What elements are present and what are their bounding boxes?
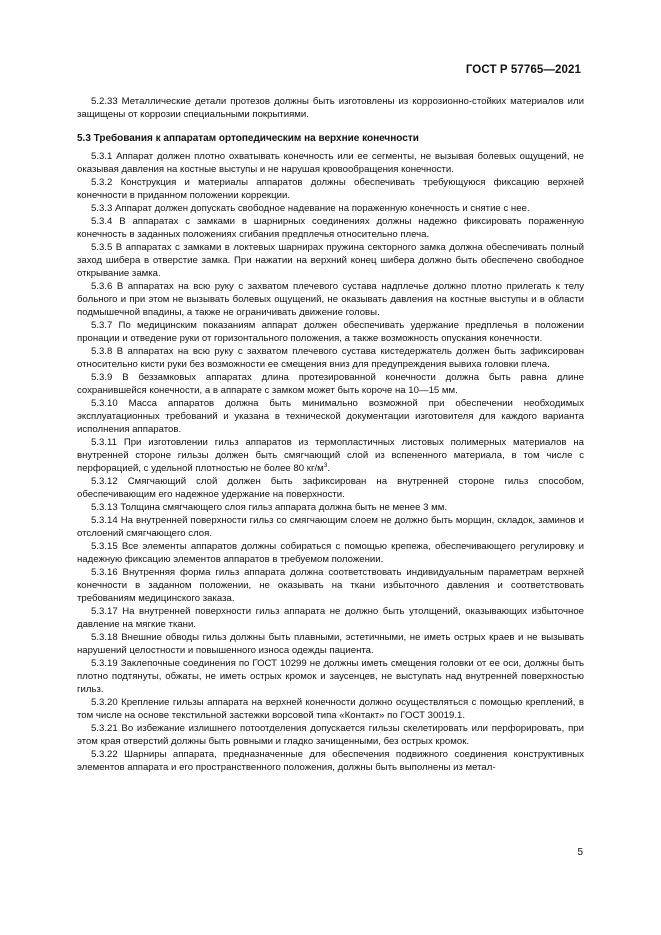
paragraph-5-3-10: 5.3.10 Масса аппаратов должна быть минимально возможной при обеспечении необходимых эксплуатационных требований и указана в технической документации изготовителя для каждого варианта исполнения аппаратов.: [77, 398, 584, 435]
paragraph-5-3-6: 5.3.6 В аппаратах на всю руку с захватом плечевого сустава надплечье должно плотно прилегать к телу больного и при этом не вызывать болевых ощущений, не оказывать давления на костные выступы и в области подмышечной впадины, а также не ограничивать движение головы.: [77, 281, 584, 318]
paragraph-5-3-18: 5.3.18 Внешние обводы гильз должны быть плавными, эстетичными, не иметь острых краев и не вызывать нарушений целостности и повышенного износа одежды пациента.: [77, 632, 584, 656]
paragraph-5-3-4: 5.3.4 В аппаратах с замками в шарнирных соединениях должны надежно фиксировать пораженную конечность в заданных положениях сгибания предплечья относительно плеча.: [77, 216, 584, 240]
paragraph-5-3-20: 5.3.20 Крепление гильзы аппарата на верхней конечности должно осуществляться с помощью креплений, в том числе на основе текстильной застежки ворсовой типа «Контакт» по ГОСТ 30019.1.: [77, 697, 584, 721]
paragraph-5-3-7: 5.3.7 По медицинским показаниям аппарат должен обеспечивать удержание предплечья в положении пронации и отведение руки от горизонтального положения, а также возможность опускания конечности.: [77, 320, 584, 344]
section-heading-5-3: 5.3 Требования к аппаратам ортопедическим на верхние конечности: [77, 133, 419, 144]
paragraph-5-3-11-tail: .: [327, 463, 331, 474]
superscript-3: 3: [323, 461, 328, 469]
paragraph-5-3-11: [77, 436, 584, 475]
paragraph-5-3-9: 5.3.9 В беззамковых аппаратах длина протезированной конечности должна быть равна длине сохранившейся конечности, а в аппарате с замком может быть короче на 10—15 мм.: [77, 372, 584, 396]
paragraph-5-3-13: 5.3.13 Толщина смягчающего слоя гильз аппарата должна быть не менее 3 мм.: [91, 502, 447, 513]
page-number: 5: [577, 847, 583, 858]
paragraph-5-3-8: 5.3.8 В аппаратах на всю руку с захватом плечевого сустава кистедержатель должен быть зафиксирован относительно кисти руки без возможности ее смещения вниз для предупреждения вывиха головки плеча.: [77, 346, 584, 370]
paragraph-5-3-14: 5.3.14 На внутренней поверхности гильз со смягчающим слоем не должно быть морщин, складок, заминов и отслоений смягчающего слоя.: [77, 515, 584, 539]
paragraph-5-3-15: 5.3.15 Все элементы аппаратов должны собираться с помощью крепежа, обеспечивающего регулировку и надежную фиксацию элементов аппаратов в требуемом положении.: [77, 541, 584, 565]
paragraph-5-3-3: 5.3.3 Аппарат должен допускать свободное надевание на пораженную конечность и снятие с нее.: [91, 203, 530, 214]
paragraph-5-3-5: 5.3.5 В аппаратах с замками в локтевых шарнирах пружина секторного замка должна обеспечивать полный заход шибера в отверстие замка. При нажатии на верхний конец шибера должно быть обеспечено свободное открывание замка.: [77, 242, 584, 279]
paragraph-5-3-16: 5.3.16 Внутренняя форма гильз аппарата должна соответствовать индивидуальным параметрам верхней конечности в заданном положении, не оказывать на ткани избыточного давления и соответствовать требованиям медицинского заказа.: [77, 567, 584, 604]
paragraph-5-2-33: 5.2.33 Металлические детали протезов должны быть изготовлены из коррозионно-стойких материалов или защищены от коррозии специальными покрытиями.: [77, 96, 584, 120]
paragraph-5-3-11-text: 5.3.11 При изготовлении гильз аппаратов из термопластичных листовых полимерных материалов на внутренней стороне гильзы должен быть смягчающий слой из вспененного материала, в том числе с перфорацией, с удельной плотностью не более 80 кг/м: [77, 437, 584, 474]
standard-designation: ГОСТ Р 57765—2021: [465, 64, 581, 76]
paragraph-5-3-1: 5.3.1 Аппарат должен плотно охватывать конечность или ее сегменты, не вызывая болевых ощущений, не оказывая давления на костные выступы и не нарушая кровообращения конечности.: [77, 151, 584, 175]
paragraph-5-3-12: 5.3.12 Смягчающий слой должен быть зафиксирован на внутренней стороне гильз способом, обеспечивающим его надежное удержание на поверхности.: [77, 476, 584, 500]
document-body: [77, 92, 584, 774]
paragraph-5-3-19: 5.3.19 Заклепочные соединения по ГОСТ 10299 не должны иметь смещения головки от ее оси, должны быть плотно подтянуты, обжаты, не иметь острых кромок и заусенцев, не выступать над внутренней поверхностью гильз.: [77, 658, 584, 695]
paragraph-5-3-21: 5.3.21 Во избежание излишнего потоотделения допускается гильзы скелетировать или перфорировать, при этом края отверстий должны быть ровными и гладко зачищенными, без острых кромок.: [77, 723, 584, 747]
paragraph-5-3-17: 5.3.17 На внутренней поверхности гильз аппарата не должно быть утолщений, оказывающих избыточное давление на мягкие ткани.: [77, 606, 584, 630]
paragraph-5-3-22: 5.3.22 Шарниры аппарата, предназначенные для обеспечения подвижного соединения конструктивных элементов аппарата и его пространственного положения, должны быть выполнены из метал-: [77, 749, 584, 773]
paragraph-5-3-2: 5.3.2 Конструкция и материалы аппаратов должны обеспечивать требующуюся фиксацию верхней конечности в приданном положении коррекции.: [77, 177, 584, 201]
